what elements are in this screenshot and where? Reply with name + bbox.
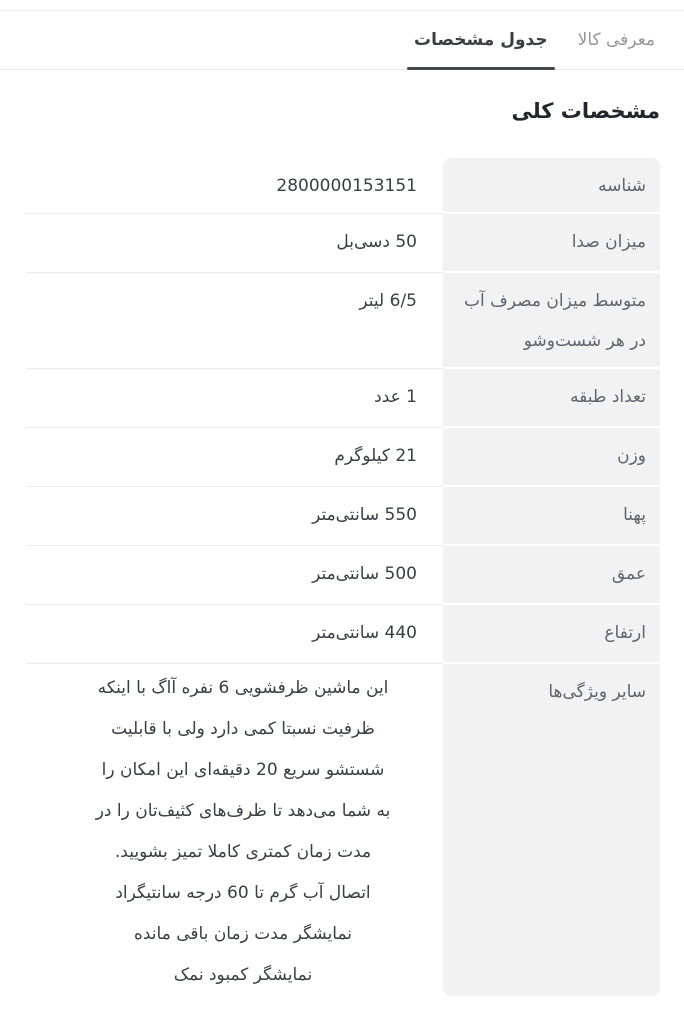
row-label: پهنا — [443, 487, 660, 546]
row-value-other-features — [26, 664, 443, 996]
tab-product-intro-label: معرفی کالا — [577, 30, 655, 50]
feature-line: نمایشگر مدت زمان باقی مانده — [133, 924, 353, 944]
tab-specs-table[interactable] — [399, 11, 563, 69]
row-label: متوسط میزان مصرف آب در هر شست‌وشو — [443, 273, 660, 369]
feature-line: ظرفیت نسبتا کمی دارد ولی با قابلیت — [111, 719, 375, 739]
table-row-water-consumption — [26, 273, 660, 369]
table-row-other-features — [26, 664, 660, 996]
row-value: 6/5 لیتر — [26, 273, 443, 369]
section-title: مشخصات کلی — [511, 99, 660, 123]
row-label: سایر ویژگی‌ها — [443, 664, 660, 996]
feature-line: به شما می‌دهد تا ظرف‌های کثیف‌تان را در — [95, 801, 391, 821]
table-row-height — [26, 605, 660, 664]
row-value: 50 دسی‌بل — [26, 214, 443, 273]
table-row-width — [26, 487, 660, 546]
row-label: ارتفاع — [443, 605, 660, 664]
table-row-depth — [26, 546, 660, 605]
feature-line: مدت زمان کمتری کاملا تمیز بشویید. — [114, 842, 372, 862]
table-row-noise-level — [26, 214, 660, 273]
tab-product-intro[interactable] — [563, 11, 670, 69]
product-specs-page — [0, 10, 684, 1014]
tab-specs-table-label: جدول مشخصات — [414, 30, 548, 50]
table-row-rack-count — [26, 369, 660, 428]
row-label: عمق — [443, 546, 660, 605]
row-label: میزان صدا — [443, 214, 660, 273]
row-value: 440 سانتی‌متر — [26, 605, 443, 664]
row-value: 1 عدد — [26, 369, 443, 428]
row-value: 21 کیلوگرم — [26, 428, 443, 487]
feature-line: این ماشین ظرفشویی 6 نفره آاگ با اینکه — [97, 678, 389, 698]
row-label: شناسه — [443, 158, 660, 214]
row-label: تعداد طبقه — [443, 369, 660, 428]
spec-table — [26, 158, 660, 996]
row-label: وزن — [443, 428, 660, 487]
row-value: 500 سانتی‌متر — [26, 546, 443, 605]
feature-line: شستشو سریع 20 دقیقه‌ای این امکان را — [101, 760, 385, 780]
row-value: 2800000153151 — [26, 158, 443, 214]
tab-bar — [0, 10, 684, 70]
row-value: 550 سانتی‌متر — [26, 487, 443, 546]
table-row-weight — [26, 428, 660, 487]
feature-line: اتصال آب گرم تا 60 درجه سانتیگراد — [115, 883, 371, 903]
table-row-id — [26, 158, 660, 214]
active-tab-underline — [407, 67, 555, 70]
feature-line: نمایشگر کمبود نمک — [173, 965, 313, 985]
